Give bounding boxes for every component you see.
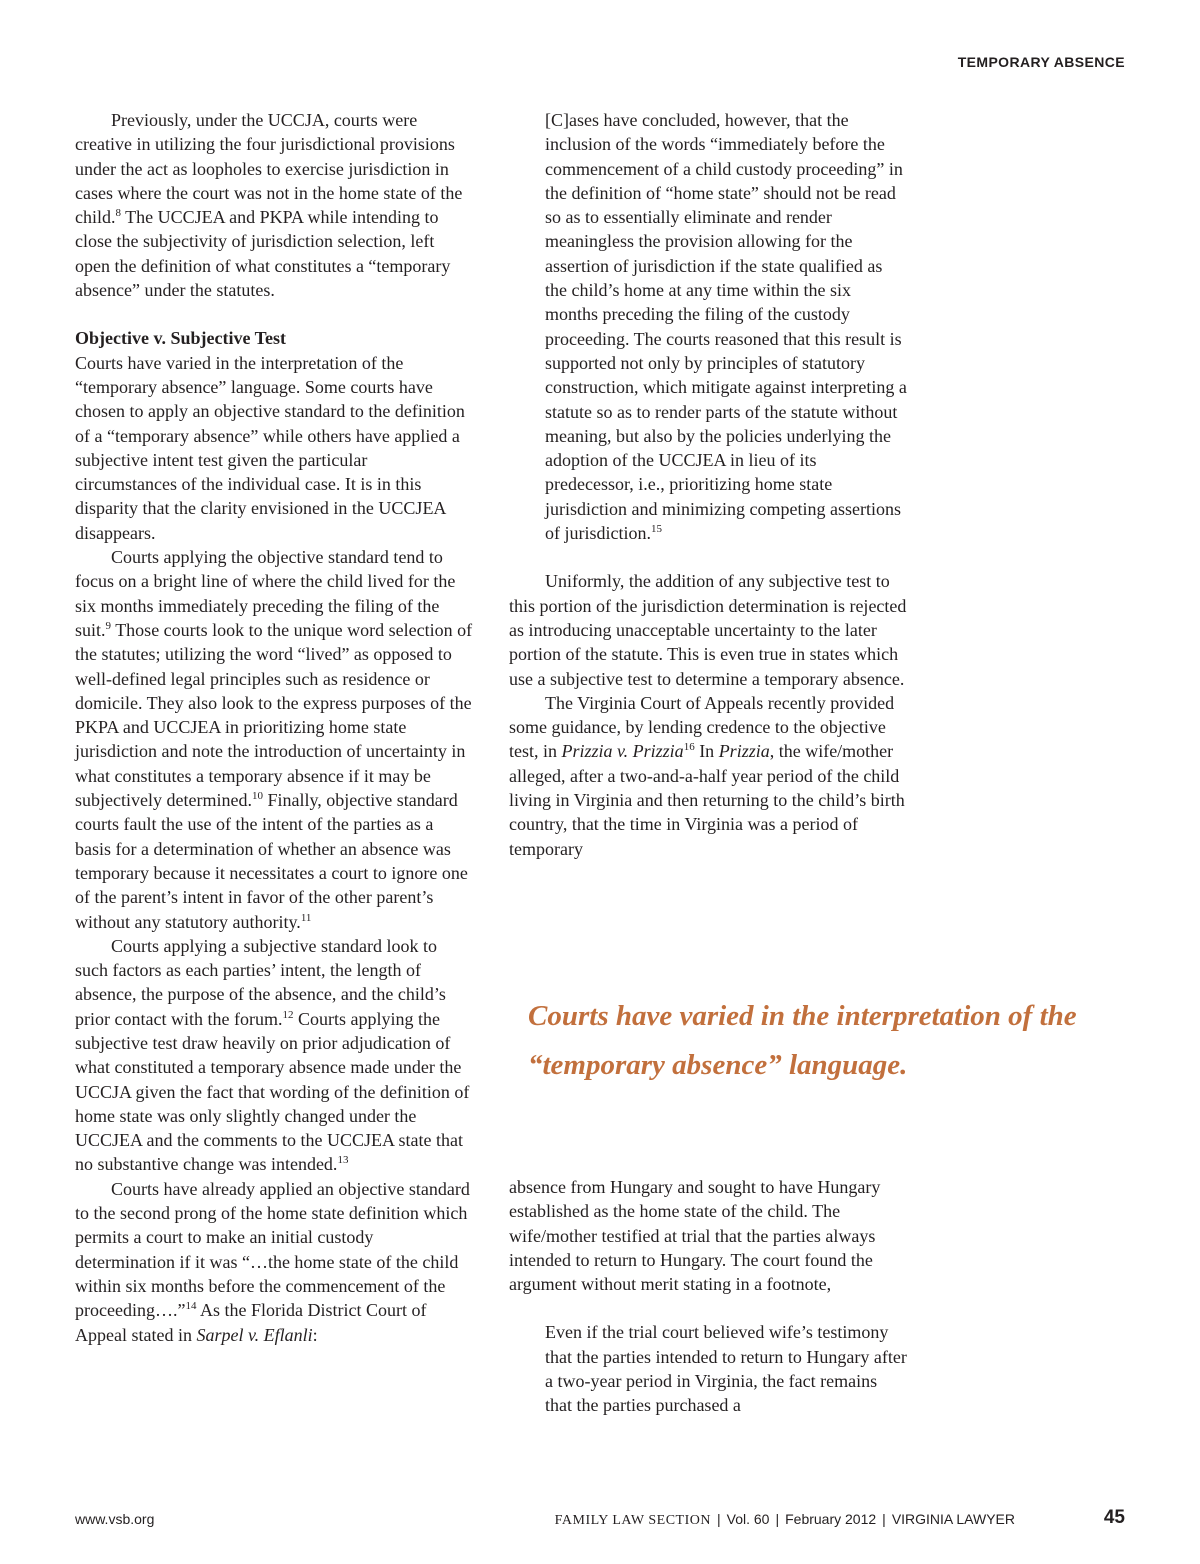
footer-magazine: VIRGINIA LAWYER bbox=[891, 1511, 1015, 1527]
block-quote: Even if the trial court believed wife’s testimony that the parties intended to return to Hungary after a two-year period in Virginia, the fact remains that the parties purchased a bbox=[545, 1322, 907, 1416]
footnote-ref: 13 bbox=[337, 1154, 349, 1167]
paragraph: Courts applying a subjective standard look to such factors as each parties’ intent, the length of absence, the purpose of the absence, and the child’s prior contact with the forum.$^{12}$ Courts applying the subjective test draw heavily on prior adjudication of what constituted a temporary absence made under the UCCJA given the fact that wording of the definition of home state was only slightly changed under the UCCJEA and the comments to the UCCJEA state that no substantive change was intended.$^{13}$ bbox=[75, 935, 470, 1175]
case-name: Prizzia v. Prizzia bbox=[561, 741, 684, 762]
right-column-top bbox=[509, 108, 907, 861]
footnote-ref: 12 bbox=[282, 1008, 294, 1021]
paragraph: Previously, under the UCCJA, courts were creative in utilizing the four jurisdictional provisions under the act as loopholes to exercise jurisdiction in cases where the court was not in the home state of the child.$^8$ The UCCJEA and PKPA while intending to close the subjectivity of jurisdiction selection, left open the definition of what constitutes a “temporary absence” under the statutes. bbox=[75, 110, 463, 301]
footnote-ref: 10 bbox=[251, 790, 263, 803]
footer-date: February 2012 bbox=[785, 1511, 877, 1527]
case-name: Prizzia bbox=[718, 741, 770, 762]
section-heading: Objective v. Subjective Test bbox=[75, 328, 286, 349]
paragraph: Courts have varied in the interpretation of the “temporary absence” language. Some courts have chosen to apply an objective standard to the definition of a “temporary absence” while others have applied a subjective intent test given the particular circumstances of the individual case. It is in this disparity that the clarity envisioned in the UCCJEA disappears. bbox=[75, 352, 465, 543]
left-column bbox=[75, 108, 473, 1347]
page-footer bbox=[75, 1508, 1125, 1538]
footer-section: FAMILY LAW SECTION bbox=[554, 1513, 711, 1528]
pull-quote: Courts have varied in the interpretation of the “temporary absence” language. bbox=[528, 1000, 1077, 1081]
paragraph: Uniformly, the addition of any subjective test to this portion of the jurisdiction determination is rejected as introducing unacceptable uncertainty to the later portion of the statute. This is even true in states which use a subjective test to determine a temporary absence. bbox=[509, 571, 907, 689]
paragraph: The Virginia Court of Appeals recently provided some guidance, by lending credence to the objective test, in Prizzia v. Prizzia$^{16}$ In Prizzia, the wife/mother alleged, after a two-and-a-half year period of the child living in Virginia and then returning to the child’s birth country, that the time in Virginia was a period of temporary bbox=[509, 692, 905, 859]
footnote-ref: 9 bbox=[105, 619, 112, 632]
footnote-ref: 11 bbox=[300, 911, 312, 924]
footnote-ref: 8 bbox=[115, 207, 121, 220]
publication-info: FAMILY LAW SECTION | Vol. 60 | February 2012 | VIRGINIA LAWYER bbox=[554, 1511, 1015, 1528]
footnote-ref: 14 bbox=[185, 1300, 197, 1313]
footnote-ref: 15 bbox=[651, 523, 662, 536]
paragraph: absence from Hungary and sought to have Hungary established as the home state of the child. The wife/mother testified at trial that the parties always intended to return to Hungary. The court found the argument without merit stating in a footnote, bbox=[509, 1177, 881, 1295]
case-name: Sarpel v. Eflanli bbox=[196, 1324, 313, 1345]
paragraph: Courts applying the objective standard tend to focus on a bright line of where the child lived for the six months immediately preceding the filing of the suit.$^9$ Those courts look to the unique word selection of the statutes; utilizing the word “lived” as opposed to well-defined legal principles such as residence or domicile. They also look to the express purposes of the PKPA and UCCJEA in prioritizing home state jurisdiction and note the introduction of uncertainty in what constitutes a temporary absence if it may be subjectively determined.$^{10}$ Finally, objective standard courts fault the use of the intent of the parties as a basis for a determination of whether an absence was temporary because it necessitates a court to ignore one of the parent’s intent in favor of the other parent’s without any statutory authority.$^{11}$ bbox=[75, 547, 473, 932]
block-quote: [C]ases have concluded, however, that the inclusion of the words “immediately before the commencement of a child custody proceeding” in the definition of “home state” should not be read so as to essentially eliminate and render meaningless the provision allowing for the assertion of jurisdiction if the state qualified as the child’s home at any time within the six months preceding the filing of the custody proceeding. The courts reasoned that this result is supported not only by principles of statutory construction, which mitigate against interpreting a statute so as to render parts of the statute without meaning, but also by the policies underlying the adoption of the UCCJEA in lieu of its predecessor, i.e., prioritizing home state jurisdiction and minimizing competing assertions of jurisdiction.$^{15}$ bbox=[545, 110, 907, 544]
page-number: 45 bbox=[1103, 1507, 1125, 1528]
right-column-bottom bbox=[509, 1175, 907, 1418]
footer-volume: Vol. 60 bbox=[726, 1511, 770, 1527]
paragraph: Courts have already applied an objective standard to the second prong of the home state definition which permits a court to make an initial custody determination if it was “…the home state of the child within six months before the commencement of the proceeding….”$^{14}$ As the Florida District Court of Appeal stated in Sarpel v. Eflanli: bbox=[75, 1178, 470, 1345]
footnote-ref: 16 bbox=[683, 741, 695, 754]
website-link[interactable]: www.vsb.org bbox=[75, 1511, 155, 1527]
running-head: TEMPORARY ABSENCE bbox=[957, 54, 1125, 70]
